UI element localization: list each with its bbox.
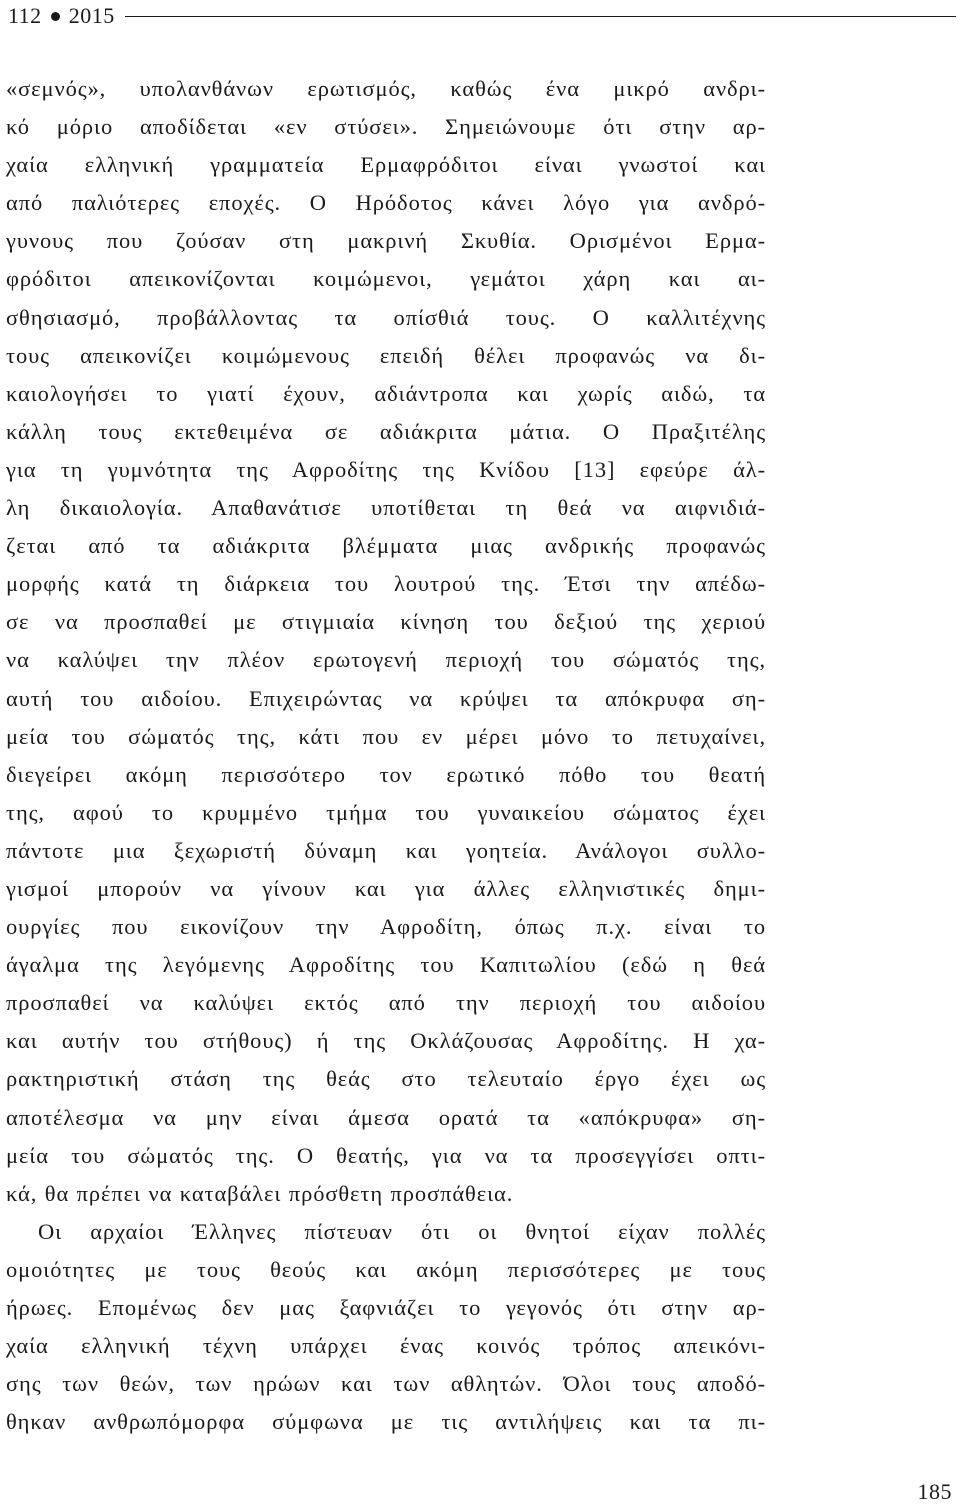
header-page-number: 112 [8, 3, 42, 28]
text-line: άγαλμα της λεγόμενης Αφροδίτης του Καπιτωλίου (εδώ η θεά [6, 952, 766, 978]
text-line: χαία ελληνική τέχνη υπάρχει ένας κοινός τρόπος απεικόνι- [6, 1333, 766, 1359]
paragraph [6, 70, 766, 1213]
text-line: σε να προσπαθεί με στιγμιαία κίνηση του δεξιού της χεριού [6, 609, 766, 635]
text-line: Οι αρχαίοι Έλληνες πίστευαν ότι οι θνητοί είχαν πολλές [38, 1218, 766, 1244]
text-line: θηκαν ανθρωπόμορφα σύμφωνα με τις αντιλήψεις και τα πι- [6, 1409, 766, 1435]
text-line: καιολογήσει το γιατί έχουν, αδιάντροπα και χωρίς αιδώ, τα [6, 380, 766, 406]
text-line: ομοιότητες με τους θεούς και ακόμη περισσότερες με τους [6, 1256, 766, 1282]
text-line: αποτέλεσμα να μην είναι άμεσα ορατά τα «απόκρυφα» ση- [6, 1104, 766, 1130]
text-line: «σεμνός», υπολανθάνων ερωτισμός, καθώς ένα μικρό ανδρι- [6, 76, 766, 101]
text-line: ουργίες που εικονίζουν την Αφροδίτη, όπως π.χ. είναι το [6, 914, 766, 940]
running-header [8, 2, 956, 30]
text-line: τους απεικονίζει κοιμώμενους επειδή θέλει προφανώς να δι- [6, 342, 766, 368]
text-line: ρακτηριστική στάση της θεάς στο τελευταίο έργο έχει ως [6, 1066, 766, 1092]
header-rule [125, 16, 956, 17]
text-line: πάντοτε μια ξεχωριστή δύναμη και γοητεία. Ανάλογοι συλλο- [6, 837, 766, 863]
text-line: από παλιότερες εποχές. Ο Ηρόδοτος κάνει λόγο για ανδρό- [6, 190, 766, 216]
text-line: αυτή του αιδοίου. Επιχειρώντας να κρύψει τα απόκρυφα ση- [6, 685, 766, 711]
text-line: μεία του σώματός της, κάτι που εν μέρει μόνο το πετυχαίνει, [6, 723, 766, 749]
text-line: γυνους που ζούσαν στη μακρινή Σκυθία. Ορισμένοι Ερμα- [6, 228, 766, 254]
paragraph [6, 1213, 766, 1442]
text-line: σης των θεών, των ηρώων και των αθλητών. Όλοι τους αποδό- [6, 1371, 766, 1397]
text-line: κό μόριο αποδίδεται «εν στύσει». Σημειώνουμε ότι στην αρ- [6, 114, 766, 140]
text-line: σθησιασμό, προβάλλοντας τα οπίσθιά τους. Ο καλλιτέχνης [6, 304, 766, 330]
text-line: χαία ελληνική γραμματεία Ερμαφρόδιτοι είναι γνωστοί και [6, 152, 766, 178]
text-line: κά, θα πρέπει να καταβάλει πρόσθετη προσπάθεια. [6, 1180, 514, 1206]
text-line: κάλλη τους εκτεθειμένα σε αδιάκριτα μάτια. Ο Πραξιτέλης [6, 418, 766, 444]
header-bullet-icon [51, 12, 60, 21]
text-line: ήρωες. Επομένως δεν μας ξαφνιάζει το γεγονός ότι στην αρ- [6, 1295, 766, 1320]
text-line: φρόδιτοι απεικονίζονται κοιμώμενοι, γεμάτοι χάρη και αι- [6, 266, 766, 292]
text-line: λη δικαιολογία. Απαθανάτισε υποτίθεται τη θεά να αιφνιδιά- [6, 495, 766, 521]
text-line: μορφής κατά τη διάρκεια του λουτρού της. Έτσι την απέδω- [6, 571, 766, 597]
text-line: διεγείρει ακόμη περισσότερο τον ερωτικό πόθο του θεατή [6, 761, 766, 787]
text-line: προσπαθεί να καλύψει εκτός από την περιοχή του αιδοίου [6, 990, 766, 1016]
folio-page-number: 185 [917, 1479, 952, 1504]
text-line: για τη γυμνότητα της Αφροδίτης της Κνίδου [13] εφεύρε άλ- [6, 456, 766, 482]
text-line: γισμοί μπορούν να γίνουν και για άλλες ελληνιστικές δημι- [6, 875, 766, 901]
text-line: μεία του σώματός της. Ο θεατής, για να τα προσεγγίσει οπτι- [6, 1142, 766, 1168]
text-line: να καλύψει την πλέον ερωτογενή περιοχή του σώματός της, [6, 647, 766, 673]
text-line: και αυτήν του στήθους) ή της Οκλάζουσας Αφροδίτης. Η χα- [6, 1028, 766, 1054]
text-line: της, αφού το κρυμμένο τμήμα του γυναικείου σώματος έχει [6, 799, 766, 825]
text-line: ζεται από τα αδιάκριτα βλέμματα μιας ανδρικής προφανώς [6, 533, 766, 559]
body-text [6, 70, 766, 1441]
header-year: 2015 [68, 3, 115, 28]
header-label [8, 3, 115, 29]
